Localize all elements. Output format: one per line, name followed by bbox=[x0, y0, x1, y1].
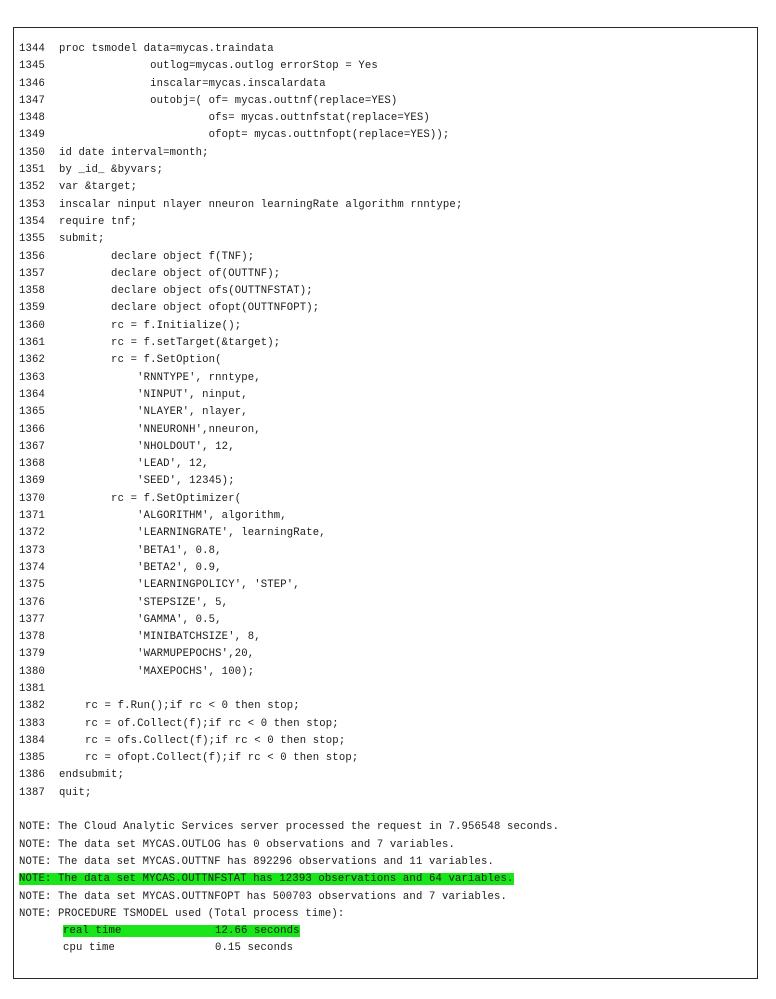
line-number: 1353 bbox=[19, 198, 46, 211]
code-line bbox=[19, 370, 757, 387]
timing-section bbox=[19, 923, 757, 958]
line-number: 1378 bbox=[19, 631, 46, 644]
code-line bbox=[19, 352, 757, 369]
code-line bbox=[19, 473, 757, 490]
code-line bbox=[19, 197, 757, 214]
code-line bbox=[19, 595, 757, 612]
code-line bbox=[19, 750, 757, 767]
line-number: 1362 bbox=[19, 354, 46, 367]
timing-line bbox=[19, 940, 757, 957]
timing-label: real time bbox=[63, 925, 122, 938]
code-line bbox=[19, 110, 757, 127]
line-number: 1383 bbox=[19, 717, 46, 730]
code-text: 'BETA2', 0.9, bbox=[59, 561, 222, 574]
code-text: require tnf; bbox=[59, 215, 138, 228]
line-number: 1346 bbox=[19, 77, 46, 90]
code-text: ofopt= mycas.outtnfopt(replace=YES)); bbox=[59, 129, 450, 142]
line-number: 1376 bbox=[19, 596, 46, 609]
code-text: 'NINPUT', ninput, bbox=[59, 388, 248, 401]
line-number: 1344 bbox=[19, 43, 46, 55]
line-number: 1372 bbox=[19, 527, 46, 540]
line-number: 1367 bbox=[19, 440, 46, 453]
code-line bbox=[19, 249, 757, 266]
code-text: rc = of.Collect(f);if rc < 0 then stop; bbox=[59, 717, 339, 730]
line-number: 1358 bbox=[19, 285, 46, 298]
code-line bbox=[19, 698, 757, 715]
line-number: 1363 bbox=[19, 371, 46, 384]
code-text: 'MINIBATCHSIZE', 8, bbox=[59, 631, 261, 644]
code-line bbox=[19, 76, 757, 93]
log-note bbox=[19, 906, 757, 923]
code-text: declare object ofopt(OUTTNFOPT); bbox=[59, 302, 320, 315]
code-text: rc = f.Run();if rc < 0 then stop; bbox=[59, 700, 300, 713]
line-number: 1360 bbox=[19, 319, 46, 332]
code-text: 'LEARNINGPOLICY', 'STEP', bbox=[59, 579, 300, 592]
note-text: NOTE: The Cloud Analytic Services server processed the request in 7.956548 seconds. bbox=[19, 821, 560, 834]
note-text: NOTE: The data set MYCAS.OUTTNFOPT has 500703 observations and 7 variables. bbox=[19, 890, 508, 903]
timing-value: 0.15 seconds bbox=[215, 942, 294, 955]
line-number: 1364 bbox=[19, 388, 46, 401]
code-line bbox=[19, 525, 757, 542]
code-text: inscalar=mycas.inscalardata bbox=[59, 77, 326, 90]
code-line bbox=[19, 162, 757, 179]
log-note bbox=[19, 889, 757, 906]
line-number: 1345 bbox=[19, 60, 46, 73]
code-line bbox=[19, 231, 757, 248]
note-text: NOTE: The data set MYCAS.OUTTNF has 892296 observations and 11 variables. bbox=[19, 855, 495, 868]
code-line bbox=[19, 127, 757, 144]
code-text: 'BETA1', 0.8, bbox=[59, 544, 222, 557]
code-line bbox=[19, 577, 757, 594]
line-number: 1368 bbox=[19, 458, 46, 471]
code-text: 'LEAD', 12, bbox=[59, 458, 209, 471]
line-number: 1381 bbox=[19, 682, 46, 695]
log-note bbox=[19, 837, 757, 854]
code-text: rc = f.SetOptimizer( bbox=[59, 492, 242, 505]
code-text: var &target; bbox=[59, 181, 138, 194]
code-line bbox=[19, 422, 757, 439]
code-text: inscalar ninput nlayer nneuron learningRate algorithm rnntype; bbox=[59, 198, 463, 211]
timing-entry bbox=[63, 925, 300, 937]
code-line bbox=[19, 767, 757, 784]
code-text: id date interval=month; bbox=[59, 146, 209, 159]
code-text: 'SEED', 12345); bbox=[59, 475, 235, 488]
line-number: 1361 bbox=[19, 337, 46, 350]
code-text: ofs= mycas.outtnfstat(replace=YES) bbox=[59, 112, 430, 125]
line-number: 1377 bbox=[19, 613, 46, 626]
code-line bbox=[19, 266, 757, 283]
code-line bbox=[19, 214, 757, 231]
code-text: 'LEARNINGRATE', learningRate, bbox=[59, 527, 326, 540]
code-text: outlog=mycas.outlog errorStop = Yes bbox=[59, 60, 378, 73]
spacer bbox=[19, 802, 757, 819]
code-line bbox=[19, 612, 757, 629]
code-line bbox=[19, 646, 757, 663]
line-number: 1357 bbox=[19, 267, 46, 280]
code-text: declare object of(OUTTNF); bbox=[59, 267, 281, 280]
note-text: NOTE: The data set MYCAS.OUTTNFSTAT has 12393 observations and 64 variables. bbox=[19, 873, 514, 886]
code-line bbox=[19, 733, 757, 750]
timing-line bbox=[19, 923, 757, 940]
line-number: 1356 bbox=[19, 250, 46, 263]
code-line bbox=[19, 785, 757, 802]
code-text: by _id_ &byvars; bbox=[59, 164, 164, 177]
line-number: 1379 bbox=[19, 648, 46, 661]
code-line bbox=[19, 93, 757, 110]
line-number: 1386 bbox=[19, 769, 46, 782]
notes-section bbox=[19, 819, 757, 923]
line-number: 1365 bbox=[19, 406, 46, 419]
line-number: 1370 bbox=[19, 492, 46, 505]
code-line bbox=[19, 41, 757, 58]
line-number: 1350 bbox=[19, 146, 46, 159]
line-number: 1385 bbox=[19, 752, 46, 765]
code-text: 'RNNTYPE', rnntype, bbox=[59, 371, 261, 384]
line-number: 1371 bbox=[19, 510, 46, 523]
code-line bbox=[19, 300, 757, 317]
code-line bbox=[19, 179, 757, 196]
code-text: 'WARMUPEPOCHS',20, bbox=[59, 648, 255, 661]
line-number: 1359 bbox=[19, 302, 46, 315]
code-line bbox=[19, 283, 757, 300]
line-number: 1366 bbox=[19, 423, 46, 436]
code-line bbox=[19, 404, 757, 421]
code-text: rc = f.setTarget(&target); bbox=[59, 337, 281, 350]
code-text: submit; bbox=[59, 233, 105, 246]
code-line bbox=[19, 456, 757, 473]
code-text: 'ALGORITHM', algorithm, bbox=[59, 510, 287, 523]
code-line bbox=[19, 543, 757, 560]
code-text: rc = f.SetOption( bbox=[59, 354, 222, 367]
line-number: 1384 bbox=[19, 734, 46, 747]
line-number: 1369 bbox=[19, 475, 46, 488]
code-text: 'NHOLDOUT', 12, bbox=[59, 440, 235, 453]
code-text: 'NLAYER', nlayer, bbox=[59, 406, 248, 419]
code-text: quit; bbox=[59, 786, 92, 799]
timing-entry bbox=[63, 942, 293, 954]
line-number: 1382 bbox=[19, 700, 46, 713]
code-line bbox=[19, 560, 757, 577]
code-line bbox=[19, 439, 757, 456]
code-line bbox=[19, 716, 757, 733]
code-text: 'NNEURONH',nneuron, bbox=[59, 423, 261, 436]
note-text: NOTE: The data set MYCAS.OUTLOG has 0 observations and 7 variables. bbox=[19, 838, 455, 851]
code-line bbox=[19, 508, 757, 525]
note-text: NOTE: PROCEDURE TSMODEL used (Total process time): bbox=[19, 907, 345, 920]
sas-log-panel bbox=[13, 27, 758, 979]
code-text: rc = ofs.Collect(f);if rc < 0 then stop; bbox=[59, 734, 346, 747]
line-number: 1373 bbox=[19, 544, 46, 557]
line-number: 1380 bbox=[19, 665, 46, 678]
code-line bbox=[19, 681, 757, 698]
log-content bbox=[19, 41, 757, 958]
log-note bbox=[19, 854, 757, 871]
log-note bbox=[19, 871, 757, 888]
code-line bbox=[19, 145, 757, 162]
code-line bbox=[19, 318, 757, 335]
code-text: endsubmit; bbox=[59, 769, 125, 782]
code-line bbox=[19, 335, 757, 352]
code-text: declare object ofs(OUTTNFSTAT); bbox=[59, 285, 313, 298]
code-line bbox=[19, 629, 757, 646]
line-number: 1347 bbox=[19, 94, 46, 107]
code-text: rc = ofopt.Collect(f);if rc < 0 then stop; bbox=[59, 752, 359, 765]
code-line bbox=[19, 664, 757, 681]
timing-label: cpu time bbox=[63, 942, 116, 955]
code-text: outobj=( of= mycas.outtnf(replace=YES) bbox=[59, 94, 398, 107]
line-number: 1352 bbox=[19, 181, 46, 194]
line-number: 1348 bbox=[19, 112, 46, 125]
code-line bbox=[19, 58, 757, 75]
line-number: 1374 bbox=[19, 561, 46, 574]
line-number: 1375 bbox=[19, 579, 46, 592]
line-number: 1351 bbox=[19, 164, 46, 177]
code-text: rc = f.Initialize(); bbox=[59, 319, 242, 332]
line-number: 1355 bbox=[19, 233, 46, 246]
code-text: 'MAXEPOCHS', 100); bbox=[59, 665, 255, 678]
code-text: proc tsmodel data=mycas.traindata bbox=[59, 43, 274, 55]
code-listing bbox=[19, 41, 757, 802]
line-number: 1349 bbox=[19, 129, 46, 142]
code-text: declare object f(TNF); bbox=[59, 250, 255, 263]
line-number: 1387 bbox=[19, 786, 46, 799]
code-text: 'STEPSIZE', 5, bbox=[59, 596, 229, 609]
log-note bbox=[19, 819, 757, 836]
code-text: 'GAMMA', 0.5, bbox=[59, 613, 222, 626]
timing-value: 12.66 seconds bbox=[215, 925, 300, 938]
code-line bbox=[19, 491, 757, 508]
line-number: 1354 bbox=[19, 215, 46, 228]
code-line bbox=[19, 387, 757, 404]
